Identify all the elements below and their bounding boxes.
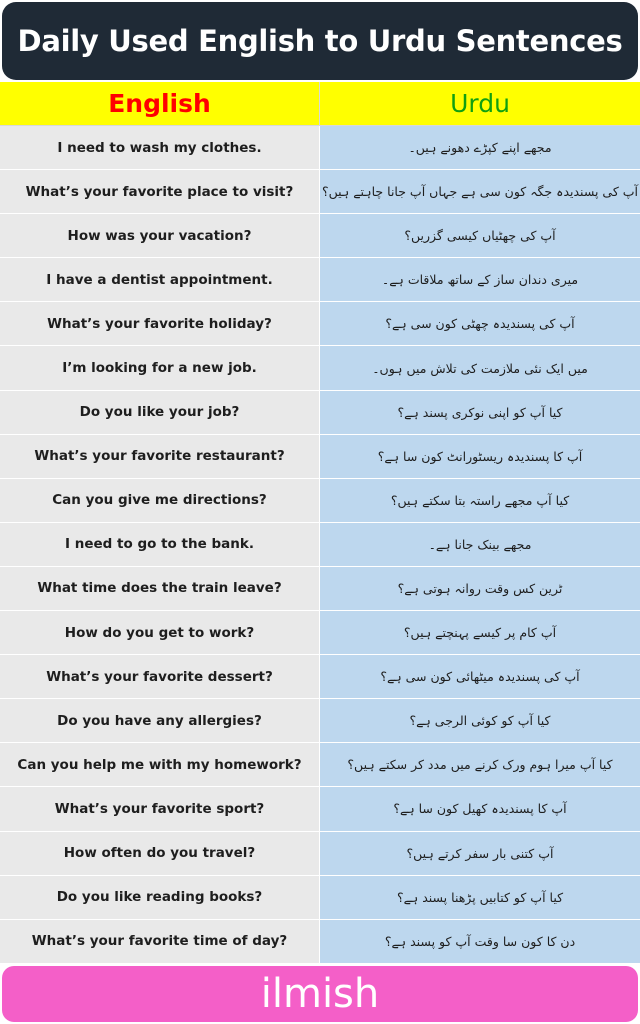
english-sentence: What’s your favorite place to visit? <box>0 170 320 213</box>
table-row <box>0 435 640 479</box>
column-header-row <box>0 82 640 126</box>
urdu-sentence: آپ کتنی بار سفر کرتے ہیں؟ <box>320 832 640 875</box>
table-row <box>0 743 640 787</box>
urdu-sentence: آپ کا پسندیدہ کھیل کون سا ہے؟ <box>320 787 640 830</box>
english-sentence: Do you have any allergies? <box>0 699 320 742</box>
english-sentence: What’s your favorite dessert? <box>0 655 320 698</box>
english-sentence: Do you like reading books? <box>0 876 320 919</box>
table-row <box>0 655 640 699</box>
urdu-sentence: ٹرین کس وقت روانہ ہوتی ہے؟ <box>320 567 640 610</box>
english-sentence: What’s your favorite holiday? <box>0 302 320 345</box>
table-row <box>0 479 640 523</box>
english-sentence: What’s your favorite sport? <box>0 787 320 830</box>
urdu-sentence: مجھے بینک جانا ہے۔ <box>320 523 640 566</box>
english-sentence: What time does the train leave? <box>0 567 320 610</box>
urdu-sentence: آپ کا پسندیدہ ریسٹورانٹ کون سا ہے؟ <box>320 435 640 478</box>
table-row <box>0 832 640 876</box>
urdu-sentence: کیا آپ کو اپنی نوکری پسند ہے؟ <box>320 391 640 434</box>
english-column-header: English <box>0 82 320 126</box>
urdu-sentence: آپ کی پسندیدہ میٹھائی کون سی ہے؟ <box>320 655 640 698</box>
urdu-sentence: مجھے اپنے کپڑے دھونے ہیں۔ <box>320 126 640 169</box>
urdu-column-header: Urdu <box>320 82 640 126</box>
urdu-sentence: کیا آپ میرا ہوم ورک کرنے میں مدد کر سکتے ہیں؟ <box>320 743 640 786</box>
english-sentence: I’m looking for a new job. <box>0 346 320 389</box>
brand-name: ilmish <box>260 971 380 1017</box>
table-row <box>0 523 640 567</box>
english-sentence: What’s your favorite restaurant? <box>0 435 320 478</box>
urdu-sentence: دن کا کون سا وقت آپ کو پسند ہے؟ <box>320 920 640 963</box>
table-row <box>0 391 640 435</box>
english-sentence: Do you like your job? <box>0 391 320 434</box>
page-title: Daily Used English to Urdu Sentences <box>17 24 623 58</box>
english-sentence: What’s your favorite time of day? <box>0 920 320 963</box>
english-sentence: How was your vacation? <box>0 214 320 257</box>
english-sentence: How do you get to work? <box>0 611 320 654</box>
urdu-sentence: کیا آپ کو کوئی الرجی ہے؟ <box>320 699 640 742</box>
footer-banner <box>2 966 638 1022</box>
urdu-sentence: میں ایک نئی ملازمت کی تلاش میں ہوں۔ <box>320 346 640 389</box>
urdu-sentence: آپ کی پسندیدہ جگہ کون سی ہے جہاں آپ جانا چاہتے ہیں؟ <box>320 170 640 213</box>
table-row <box>0 920 640 964</box>
english-sentence: Can you help me with my homework? <box>0 743 320 786</box>
english-sentence: Can you give me directions? <box>0 479 320 522</box>
table-row <box>0 214 640 258</box>
english-sentence: I have a dentist appointment. <box>0 258 320 301</box>
urdu-sentence: آپ کی پسندیدہ چھٹی کون سی ہے؟ <box>320 302 640 345</box>
urdu-sentence: آپ کام پر کیسے پہنچتے ہیں؟ <box>320 611 640 654</box>
urdu-sentence: میری دندان ساز کے ساتھ ملاقات ہے۔ <box>320 258 640 301</box>
table-row <box>0 787 640 831</box>
table-row <box>0 876 640 920</box>
urdu-sentence: کیا آپ کو کتابیں پڑھنا پسند ہے؟ <box>320 876 640 919</box>
table-row <box>0 126 640 170</box>
english-sentence: I need to go to the bank. <box>0 523 320 566</box>
urdu-sentence: کیا آپ مجھے راستہ بتا سکتے ہیں؟ <box>320 479 640 522</box>
table-row <box>0 302 640 346</box>
english-sentence: How often do you travel? <box>0 832 320 875</box>
table-row <box>0 567 640 611</box>
english-sentence: I need to wash my clothes. <box>0 126 320 169</box>
title-banner <box>2 2 638 80</box>
urdu-sentence: آپ کی چھٹیاں کیسی گزریں؟ <box>320 214 640 257</box>
table-row <box>0 346 640 390</box>
table-row <box>0 699 640 743</box>
table-row <box>0 170 640 214</box>
table-row <box>0 611 640 655</box>
sentence-table <box>0 126 640 964</box>
table-row <box>0 258 640 302</box>
